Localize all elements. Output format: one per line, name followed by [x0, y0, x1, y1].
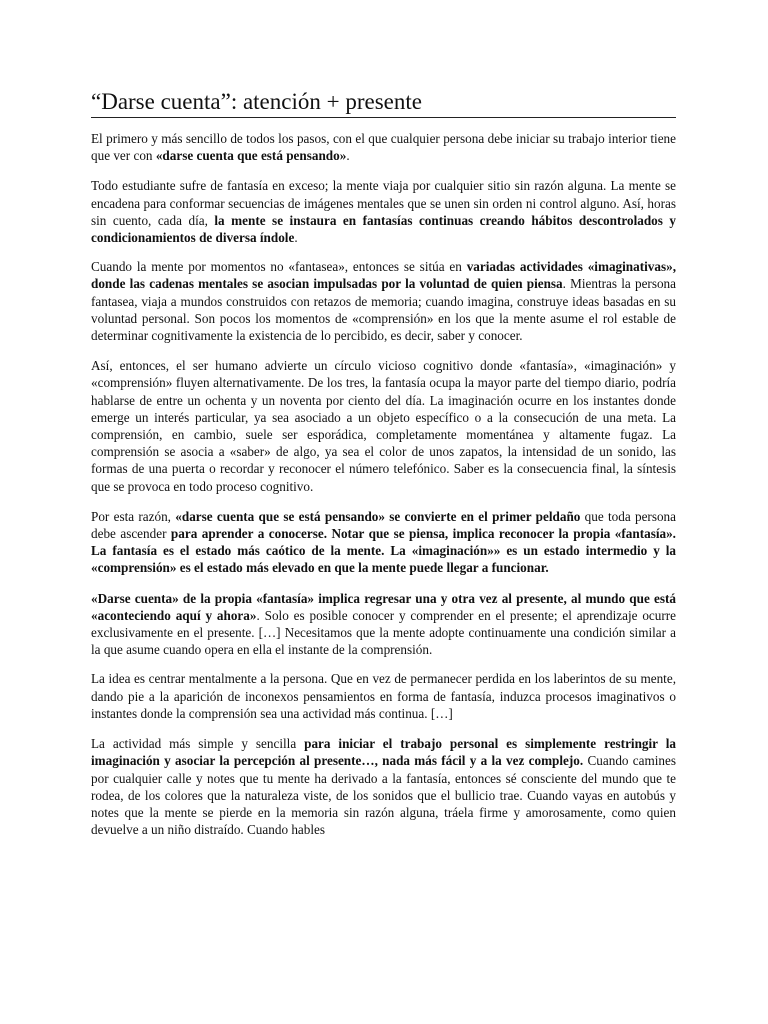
text-span: La actividad más simple y sencilla: [91, 736, 305, 752]
bold-text-span: «darse cuenta que está pensando»: [155, 148, 347, 164]
paragraph-4: [91, 357, 676, 495]
text-span: Cuando camines por cualquier calle y notes que tu mente ha derivado a la fantasía, entonces sé consciente del mundo que te rodea, de los colores que la naturaleza viste, de los sonidos que el bullicio trae. Cuando vayas en autobús y notes que la mente se pierde en la memoria sin razón alguna, tráela firme y amorosamente, como quien devuelve a un niño distraído. Cuando hables: [91, 753, 677, 838]
bold-text-span: para iniciar el trabajo personal es simplemente restringir la imaginación y asociar la percepción al presente…, nada más fácil y a la vez complejo.: [91, 736, 676, 769]
bold-text-span: «darse cuenta que se está pensando» se convierte en el primer peldaño: [175, 508, 581, 524]
paragraph-6: [91, 590, 676, 659]
paragraph-2: [91, 177, 676, 246]
text-span: .: [346, 148, 350, 164]
bold-text-span: «Darse cuenta» de la propia «fantasía» implica regresar una y otra vez al presente, al mundo que está «aconteciendo aquí y ahora»: [91, 590, 676, 623]
text-span: Así, entonces, el ser humano advierte un círculo vicioso cognitivo donde «fantasía», «imaginación» y «comprensión» fluyen alternativamente. De los tres, la fantasía ocupa la mayor parte del tiempo diario, podría hablarse de entre un ochenta y un noventa por ciento del día. La imaginación ocurre en los instantes donde emerge un interés particular, ya sea asociado a un objeto específico o a la consecución de una meta. La comprensión, en cambio, suele ser esporádica, completamente momentánea y altamente fugaz. La comprensión se asocia a «saber» de algo, ya sea el color de unos zapatos, la intensidad de un sonido, las formas de una puerta o recordar y reconocer el número telefónico. Saber es la consecuencia final, la síntesis que se provoca en todo proceso cognitivo.: [91, 358, 676, 494]
text-span: El primero y más sencillo de todos los pasos, con el que cualquier persona debe iniciar su trabajo interior tiene que ver con: [91, 131, 676, 164]
text-span: que toda persona debe ascender: [91, 508, 676, 542]
text-span: . Mientras la persona fantasea, viaja a mundos construidos con retazos de memoria; cuando imagina, construye ideas basadas en su voluntad personal. Son pocos los momentos de «comprensión» en los que la mente asume el rol estable de determinar cognitivamente la existencia de lo percibido, es decir, saber y conocer.: [91, 276, 676, 344]
bold-text-span: variadas actividades «imaginativas», donde las cadenas mentales se asocian impulsadas por la voluntad de quien piensa: [91, 259, 676, 292]
paragraph-5: [91, 508, 676, 577]
bold-text-span: para aprender a conocerse. Notar que se piensa, implica reconocer la propia «fantasía». La fantasía es el estado más caótico de la mente. La «imaginación»» es un estado intermedio y la «comprensión» es el estado más elevado en que la mente puede llegar a funcionar.: [91, 526, 676, 576]
page-title: “Darse cuenta”: atención + presente: [91, 88, 676, 118]
paragraph-3: [91, 258, 676, 344]
paragraph-1: [91, 130, 676, 164]
paragraph-8: [91, 735, 676, 838]
text-span: Por esta razón,: [91, 508, 176, 524]
text-span: La idea es centrar mentalmente a la persona. Que en vez de permanecer perdida en los laberintos de su mente, dando pie a la aparición de inconexos pensamientos en forma de fantasía, induzca procesos imaginativos o instantes donde la comprensión sea una actividad más continua. […]: [91, 671, 676, 721]
paragraph-7: [91, 670, 676, 722]
text-span: Todo estudiante sufre de fantasía en exceso; la mente viaja por cualquier sitio sin razón alguna. La mente se encadena para conformar secuencias de imágenes mentales que se unen sin orden ni control alguno. Así, horas sin cuento, cada día,: [91, 178, 676, 228]
bold-text-span: la mente se instaura en fantasías continuas creando hábitos descontrolados y condicionamientos de diversa índole: [91, 212, 676, 246]
document-page: [91, 88, 676, 838]
text-span: . Solo es posible conocer y comprender en el presente; el aprendizaje ocurre exclusivamente en el presente. […] Necesitamos que la mente adopte continuamente una condición similar a la que asume cuando opera en ella el instante de la comprensión.: [91, 607, 676, 658]
text-span: .: [294, 230, 298, 246]
text-span: Cuando la mente por momentos no «fantasea», entonces se sitúa en: [91, 259, 467, 275]
